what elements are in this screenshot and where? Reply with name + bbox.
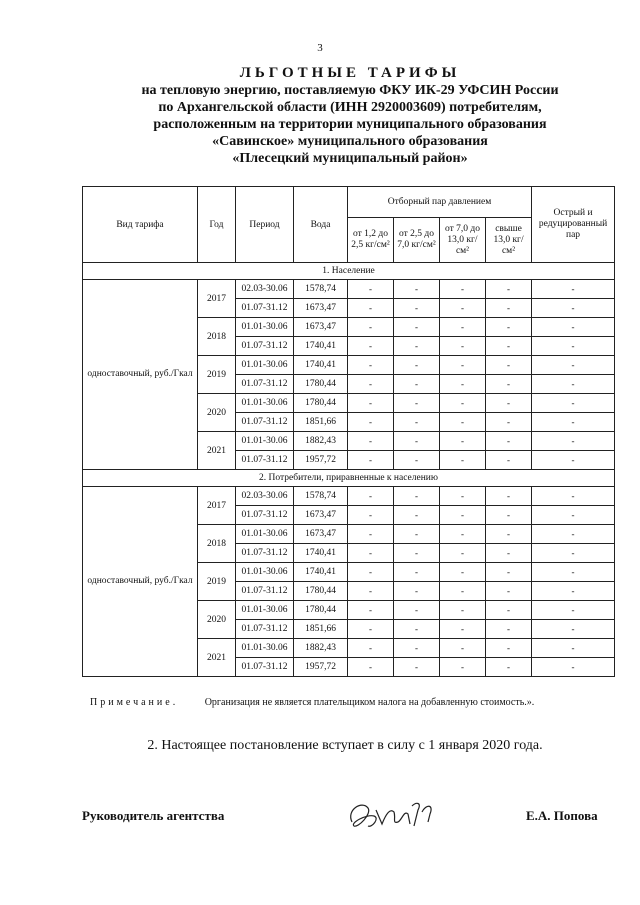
water-tariff-cell: 1882,43 [294,432,348,451]
period-cell: 01.07-31.12 [236,544,294,563]
empty-value-cell: - [348,318,394,337]
period-cell: 01.07-31.12 [236,337,294,356]
year-cell: 2019 [198,563,236,601]
title-main: ЛЬГОТНЫЕ ТАРИФЫ [239,65,461,81]
empty-value-cell: - [486,639,532,658]
year-cell: 2018 [198,525,236,563]
header-steam-2: от 2,5 до 7,0 кг/см² [394,218,440,263]
title-line: «Плесецкий муниципальный район» [232,151,468,166]
period-cell: 01.07-31.12 [236,620,294,639]
water-tariff-cell: 1780,44 [294,375,348,394]
empty-value-cell: - [440,280,486,299]
signatory-name: Е.А. Попова [526,808,598,823]
empty-value-cell: - [532,639,615,658]
water-tariff-cell: 1740,41 [294,563,348,582]
empty-value-cell: - [394,299,440,318]
water-tariff-cell: 1780,44 [294,601,348,620]
empty-value-cell: - [440,356,486,375]
header-steam-3: от 7,0 до 13,0 кг/см² [440,218,486,263]
empty-value-cell: - [486,658,532,677]
empty-value-cell: - [440,506,486,525]
period-cell: 01.07-31.12 [236,375,294,394]
period-cell: 01.07-31.12 [236,658,294,677]
empty-value-cell: - [486,432,532,451]
empty-value-cell: - [532,601,615,620]
empty-value-cell: - [486,394,532,413]
empty-value-cell: - [394,394,440,413]
empty-value-cell: - [440,620,486,639]
signatory-title: Руководитель агентства [82,808,225,823]
period-cell: 01.07-31.12 [236,582,294,601]
year-cell: 2017 [198,280,236,318]
empty-value-cell: - [394,639,440,658]
empty-value-cell: - [486,525,532,544]
header-sharp-steam: Острый и редуцированный пар [532,187,615,263]
empty-value-cell: - [394,563,440,582]
header-steam-1: от 1,2 до 2,5 кг/см² [348,218,394,263]
empty-value-cell: - [394,487,440,506]
water-tariff-cell: 1740,41 [294,544,348,563]
handwritten-signature [338,792,450,838]
period-cell: 01.01-30.06 [236,318,294,337]
water-tariff-cell: 1780,44 [294,394,348,413]
empty-value-cell: - [440,318,486,337]
title-line: на тепловую энергию, поставляемую ФКУ ИК-29 УФСИН России [141,83,559,98]
title-line: «Савинское» муниципального образования [212,134,488,149]
water-tariff-cell: 1673,47 [294,525,348,544]
empty-value-cell: - [532,432,615,451]
empty-value-cell: - [394,375,440,394]
water-tariff-cell: 1957,72 [294,451,348,470]
empty-value-cell: - [348,356,394,375]
water-tariff-cell: 1957,72 [294,658,348,677]
empty-value-cell: - [394,601,440,620]
empty-value-cell: - [348,658,394,677]
year-cell: 2021 [198,432,236,470]
empty-value-cell: - [348,639,394,658]
empty-value-cell: - [348,413,394,432]
empty-value-cell: - [532,280,615,299]
header-water: Вода [294,187,348,263]
empty-value-cell: - [394,356,440,375]
year-cell: 2019 [198,356,236,394]
water-tariff-cell: 1851,66 [294,413,348,432]
header-year: Год [198,187,236,263]
empty-value-cell: - [394,451,440,470]
header-period: Период [236,187,294,263]
empty-value-cell: - [394,413,440,432]
empty-value-cell: - [532,544,615,563]
document-title [60,64,640,167]
empty-value-cell: - [486,601,532,620]
period-cell: 01.01-30.06 [236,639,294,658]
water-tariff-cell: 1740,41 [294,337,348,356]
empty-value-cell: - [486,280,532,299]
period-cell: 01.01-30.06 [236,563,294,582]
effective-date-clause: 2. Настоящее постановление вступает в силу с 1 января 2020 года. [147,738,543,753]
header-steam-4: свыше 13,0 кг/см² [486,218,532,263]
note-label: Примечание. [90,697,179,708]
empty-value-cell: - [394,582,440,601]
period-cell: 01.07-31.12 [236,451,294,470]
empty-value-cell: - [532,413,615,432]
period-cell: 01.01-30.06 [236,356,294,375]
tariff-table [82,186,615,677]
empty-value-cell: - [348,280,394,299]
empty-value-cell: - [394,658,440,677]
empty-value-cell: - [394,544,440,563]
period-cell: 01.07-31.12 [236,299,294,318]
empty-value-cell: - [394,280,440,299]
year-cell: 2020 [198,601,236,639]
section-title: 2. Потребители, приравненные к населению [83,470,615,487]
empty-value-cell: - [440,451,486,470]
empty-value-cell: - [532,506,615,525]
water-tariff-cell: 1673,47 [294,299,348,318]
tariff-type-cell: одноставочный, руб./Гкал [83,280,198,470]
empty-value-cell: - [440,525,486,544]
empty-value-cell: - [486,620,532,639]
water-tariff-cell: 1673,47 [294,506,348,525]
empty-value-cell: - [486,506,532,525]
empty-value-cell: - [532,620,615,639]
empty-value-cell: - [486,318,532,337]
empty-value-cell: - [532,299,615,318]
tariff-body [83,263,615,677]
empty-value-cell: - [394,620,440,639]
water-tariff-cell: 1578,74 [294,487,348,506]
period-cell: 02.03-30.06 [236,487,294,506]
empty-value-cell: - [486,544,532,563]
empty-value-cell: - [486,337,532,356]
empty-value-cell: - [440,413,486,432]
empty-value-cell: - [486,582,532,601]
section-row [83,263,615,280]
empty-value-cell: - [532,394,615,413]
tariff-type-cell: одноставочный, руб./Гкал [83,487,198,677]
empty-value-cell: - [532,451,615,470]
empty-value-cell: - [486,356,532,375]
empty-value-cell: - [440,582,486,601]
page-number: 3 [317,42,323,54]
period-cell: 01.01-30.06 [236,601,294,620]
empty-value-cell: - [532,658,615,677]
empty-value-cell: - [532,318,615,337]
empty-value-cell: - [532,563,615,582]
empty-value-cell: - [440,563,486,582]
year-cell: 2021 [198,639,236,677]
empty-value-cell: - [486,375,532,394]
note [90,697,534,708]
empty-value-cell: - [348,432,394,451]
title-line: расположенным на территории муниципального образования [153,117,547,132]
empty-value-cell: - [532,337,615,356]
empty-value-cell: - [486,451,532,470]
empty-value-cell: - [348,451,394,470]
empty-value-cell: - [394,525,440,544]
empty-value-cell: - [440,337,486,356]
empty-value-cell: - [394,337,440,356]
empty-value-cell: - [440,394,486,413]
empty-value-cell: - [440,299,486,318]
empty-value-cell: - [394,506,440,525]
empty-value-cell: - [486,413,532,432]
empty-value-cell: - [348,563,394,582]
empty-value-cell: - [532,356,615,375]
empty-value-cell: - [440,658,486,677]
empty-value-cell: - [394,432,440,451]
empty-value-cell: - [348,375,394,394]
empty-value-cell: - [440,487,486,506]
empty-value-cell: - [348,525,394,544]
empty-value-cell: - [348,620,394,639]
empty-value-cell: - [440,601,486,620]
water-tariff-cell: 1740,41 [294,356,348,375]
empty-value-cell: - [348,394,394,413]
empty-value-cell: - [348,299,394,318]
period-cell: 01.01-30.06 [236,525,294,544]
empty-value-cell: - [532,582,615,601]
year-cell: 2020 [198,394,236,432]
empty-value-cell: - [348,337,394,356]
empty-value-cell: - [440,544,486,563]
header-steam-group: Отборный пар давлением [348,187,532,218]
empty-value-cell: - [348,601,394,620]
water-tariff-cell: 1851,66 [294,620,348,639]
empty-value-cell: - [440,375,486,394]
year-cell: 2017 [198,487,236,525]
table-row [83,280,615,299]
empty-value-cell: - [440,639,486,658]
empty-value-cell: - [348,506,394,525]
empty-value-cell: - [486,299,532,318]
section-title: 1. Население [83,263,615,280]
section-row [83,470,615,487]
period-cell: 01.01-30.06 [236,432,294,451]
empty-value-cell: - [486,487,532,506]
empty-value-cell: - [486,563,532,582]
empty-value-cell: - [394,318,440,337]
period-cell: 01.07-31.12 [236,506,294,525]
water-tariff-cell: 1578,74 [294,280,348,299]
period-cell: 01.01-30.06 [236,394,294,413]
year-cell: 2018 [198,318,236,356]
period-cell: 01.07-31.12 [236,413,294,432]
note-text: Организация не является плательщиком налога на добавленную стоимость.». [204,697,535,708]
empty-value-cell: - [532,487,615,506]
empty-value-cell: - [532,525,615,544]
header-tariff-type: Вид тарифа [83,187,198,263]
empty-value-cell: - [348,582,394,601]
table-row [83,487,615,506]
empty-value-cell: - [348,544,394,563]
empty-value-cell: - [348,487,394,506]
empty-value-cell: - [440,432,486,451]
empty-value-cell: - [532,375,615,394]
title-line: по Архангельской области (ИНН 2920003609) потребителям, [158,100,542,115]
water-tariff-cell: 1673,47 [294,318,348,337]
water-tariff-cell: 1780,44 [294,582,348,601]
water-tariff-cell: 1882,43 [294,639,348,658]
period-cell: 02.03-30.06 [236,280,294,299]
